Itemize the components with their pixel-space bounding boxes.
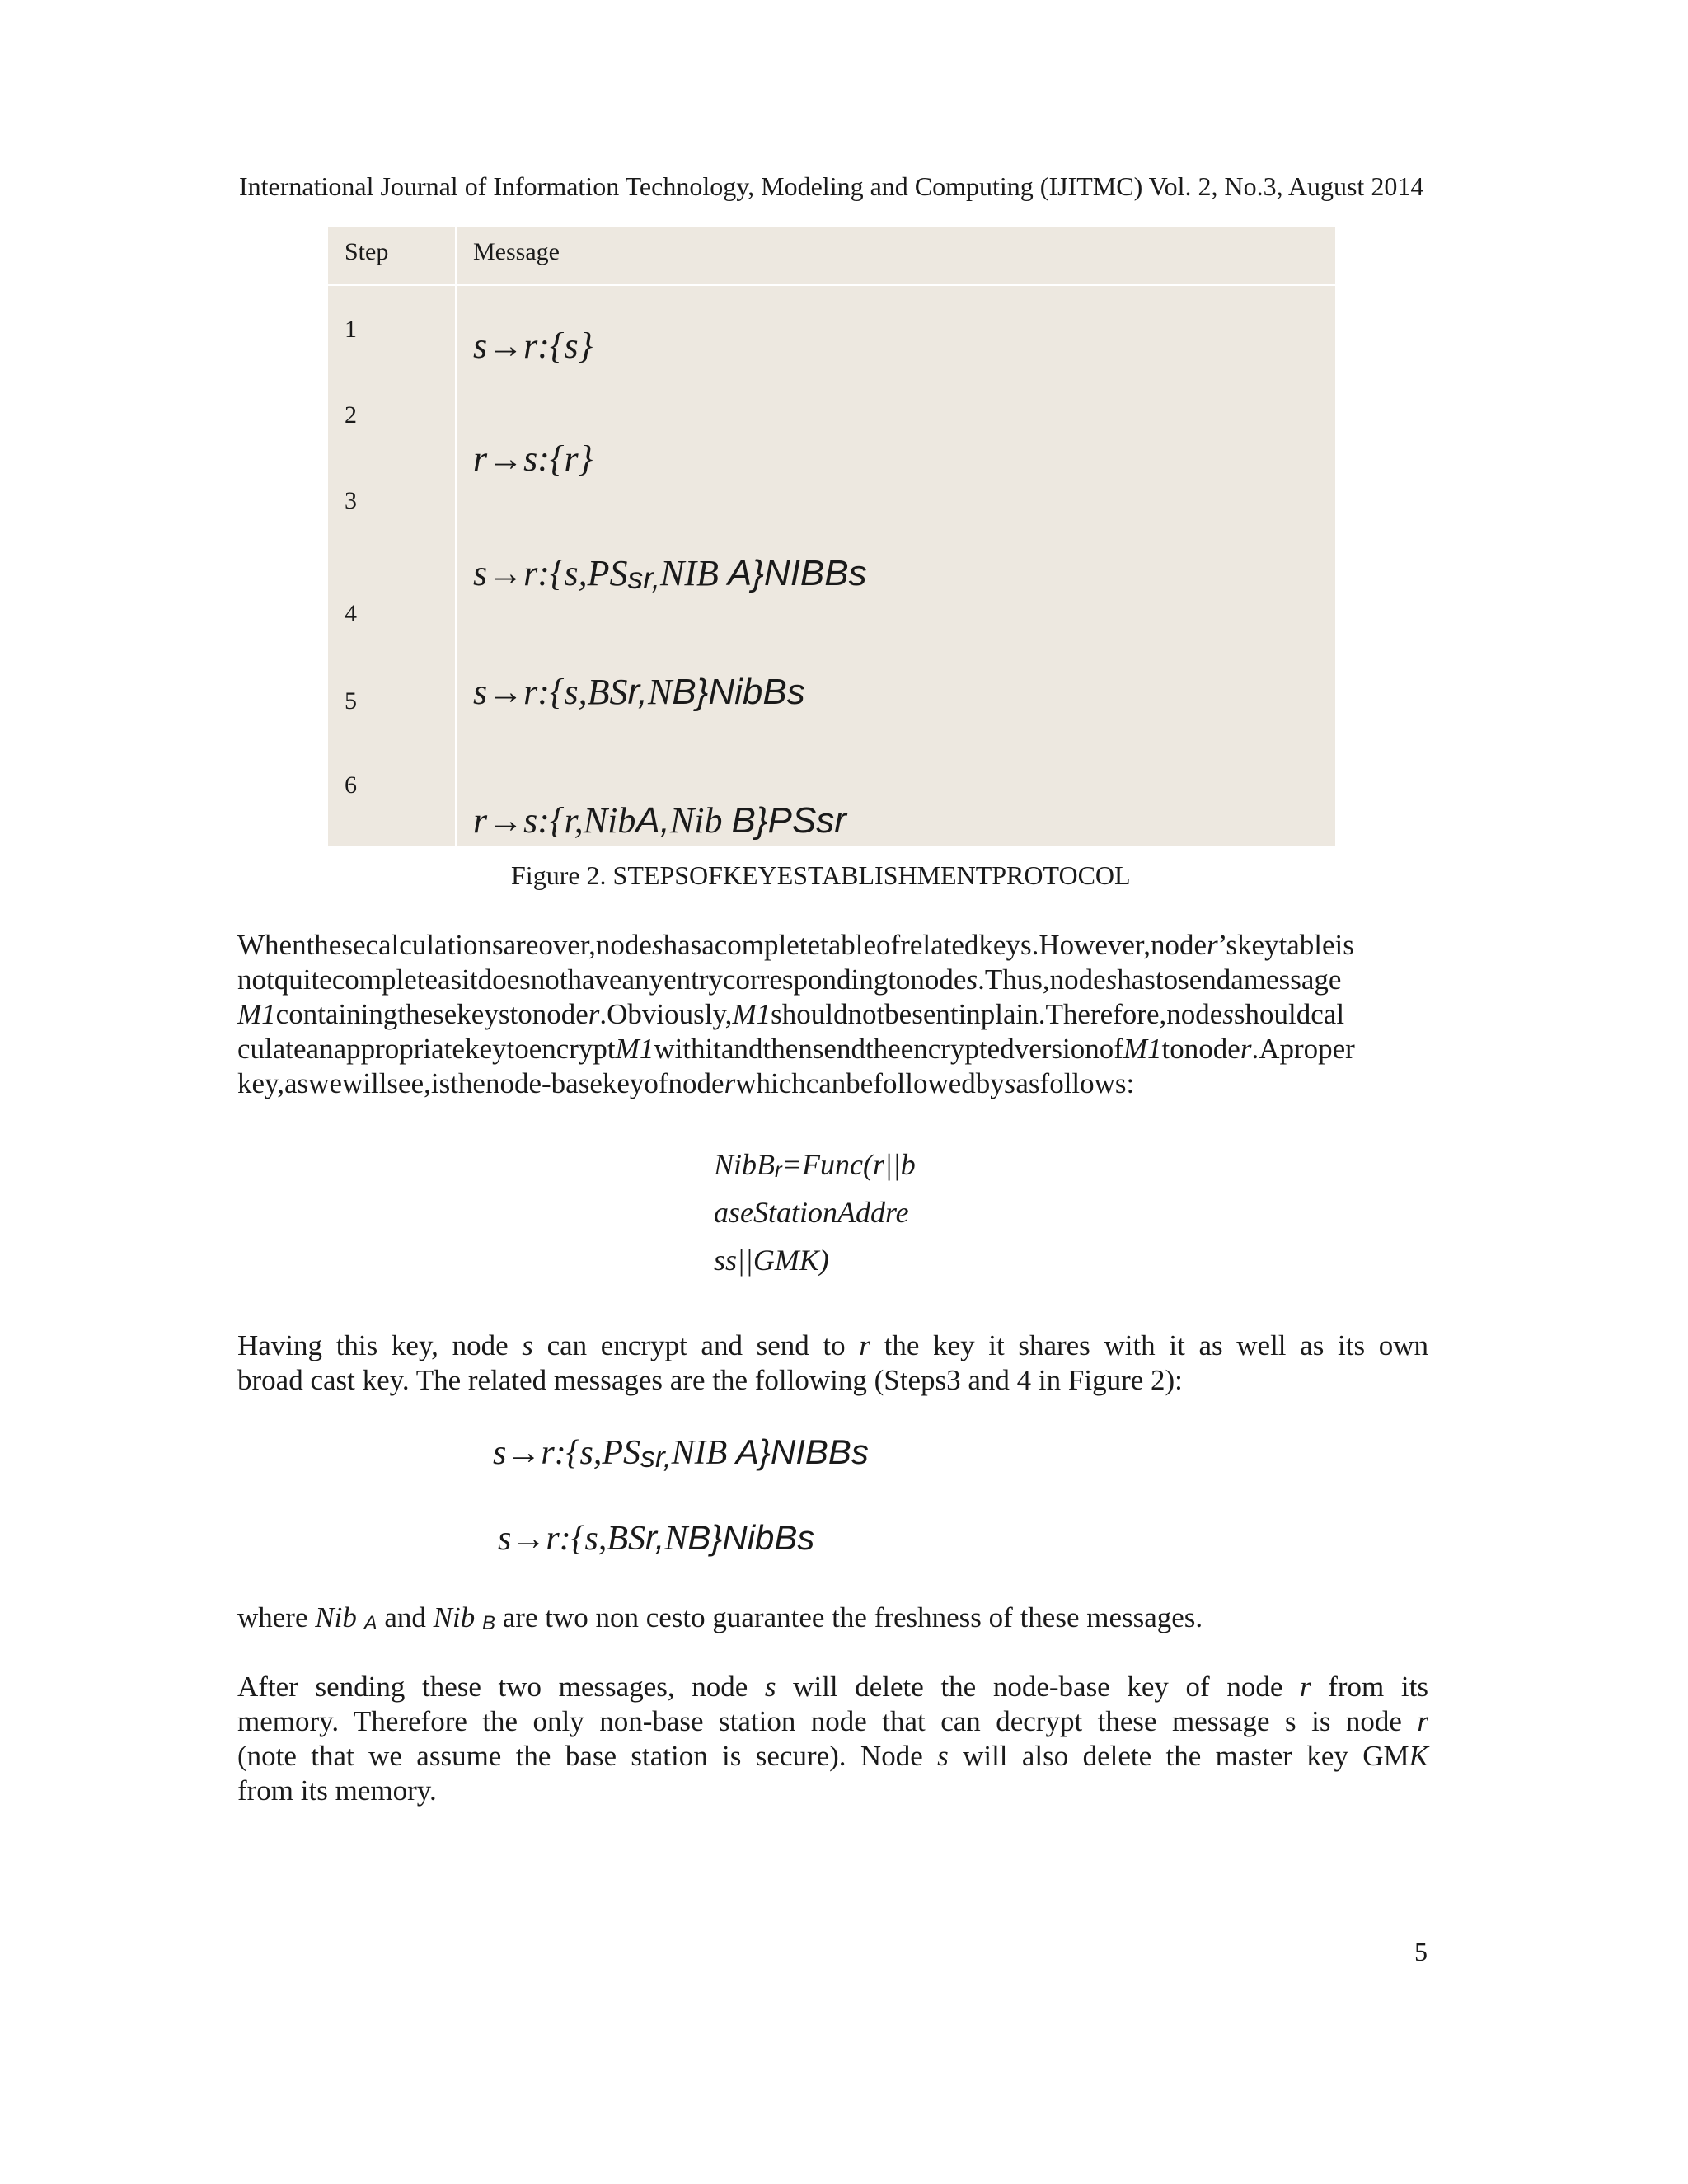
- column-header-step: Step: [345, 238, 389, 265]
- text-run: s: [651, 929, 663, 961]
- message-part: B}NibBs: [672, 672, 805, 712]
- text-run: r: [1299, 1671, 1311, 1703]
- running-header: International Journal of Information Technology, Modeling and Computing (IJITMC) Vol. 2, No.3, August 2014: [239, 171, 1424, 201]
- equation-part: s→r:{s,PS: [493, 1434, 640, 1472]
- protocol-steps-table: [328, 227, 1335, 846]
- text-run: from its: [1311, 1671, 1428, 1703]
- text-run: r: [1206, 929, 1218, 961]
- text-line: [237, 1704, 1428, 1739]
- text-run: M1: [1123, 1033, 1162, 1065]
- text-run: M1: [732, 998, 771, 1030]
- step-message: [473, 671, 805, 713]
- text-run: M1: [237, 998, 276, 1030]
- text-run: containingthesekeystonode: [275, 998, 588, 1030]
- text-run: Whenthesecalculationsareover,node: [237, 929, 652, 961]
- equation-subscript: sr,: [640, 1441, 672, 1474]
- text-run: can encrypt and send to: [532, 1329, 860, 1361]
- text-run: Nib: [433, 1601, 482, 1633]
- text-line: [237, 963, 1428, 997]
- text-run: withitandthensendtheencryptedversionof: [654, 1033, 1123, 1065]
- step-number: 3: [345, 487, 357, 514]
- header-divider: [328, 284, 1335, 286]
- text-run: Having this key, node: [237, 1329, 523, 1361]
- message-part: Nib: [669, 800, 732, 841]
- equation-line: [714, 1147, 916, 1182]
- message-equation: [498, 1518, 814, 1558]
- text-run: r: [859, 1329, 870, 1361]
- step-message: r→s:{r}: [473, 438, 593, 479]
- paragraph-1: [237, 928, 1428, 1101]
- text-run: M1: [615, 1033, 654, 1065]
- text-run: s: [764, 1671, 776, 1703]
- text-subscript: B: [481, 1611, 495, 1634]
- text-run: s: [966, 963, 978, 996]
- equation-part: NibB: [714, 1148, 776, 1181]
- message-subscript: A,: [635, 800, 670, 841]
- text-run: and: [377, 1601, 434, 1633]
- message-subscript: sr,: [627, 560, 660, 596]
- text-subscript: A: [363, 1611, 377, 1634]
- text-run: r: [588, 998, 600, 1030]
- step-number: 2: [345, 401, 357, 429]
- step-number: 6: [345, 771, 357, 799]
- text-run: key,aswewillsee,isthenode-basekeyofnode: [237, 1067, 724, 1099]
- equation-part: A}NIBBs: [735, 1432, 869, 1471]
- step-number: 5: [345, 687, 357, 715]
- message-part: N: [647, 672, 673, 712]
- step-message: s→r:{s}: [473, 326, 593, 366]
- text-run: s: [522, 1329, 533, 1361]
- text-run: whichcanbefollowedby: [735, 1067, 1005, 1099]
- text-run: will also delete the master key GM: [948, 1740, 1409, 1772]
- text-run: Nib: [315, 1601, 364, 1633]
- figure-caption: Figure 2. STEPSOFKEYESTABLISHMENTPROTOCOL: [511, 860, 1131, 890]
- equation-part: N: [664, 1520, 688, 1558]
- equation-part: NIB: [671, 1434, 736, 1472]
- text-run: r: [724, 1067, 736, 1099]
- text-run: s: [1222, 998, 1234, 1030]
- column-header-message: Message: [473, 238, 560, 265]
- page-number: 5: [1414, 1937, 1428, 1966]
- equation-line: aseStationAddre: [714, 1196, 909, 1229]
- message-part: s→r:{s,PS: [473, 553, 628, 593]
- equation-part: s→r:{s,BS: [498, 1520, 645, 1558]
- message-subscript: r,: [627, 672, 648, 712]
- equation-subscript: r: [775, 1157, 782, 1183]
- equation-line: ss||GMK): [714, 1244, 829, 1277]
- text-run: are two non cesto guarantee the freshness of these messages.: [495, 1601, 1203, 1633]
- text-run: K: [1409, 1740, 1428, 1772]
- text-line: [237, 1066, 1428, 1101]
- text-run: s: [1105, 963, 1118, 996]
- equation-part: =Func(r||b: [781, 1148, 916, 1181]
- paragraph-2: [237, 1329, 1428, 1398]
- text-line: [237, 997, 1428, 1032]
- text-run: will delete the node-base key of node: [776, 1671, 1300, 1703]
- text-line: [237, 928, 1428, 963]
- text-run: .Obviously,: [599, 998, 733, 1030]
- text-run: r: [1240, 1033, 1252, 1065]
- text-run: memory. Therefore the only non-base station node that can decrypt these message s is node: [237, 1705, 1418, 1737]
- paragraph-3: [237, 1601, 1428, 1635]
- text-run: the key it shares with it as well as its own: [870, 1329, 1429, 1361]
- paragraph-4: [237, 1670, 1428, 1808]
- text-run: where: [237, 1601, 316, 1633]
- text-run: hasacompletetableofrelatedkeys.However,node: [663, 929, 1207, 961]
- text-line: broad cast key. The related messages are the following (Steps3 and 4 in Figure 2):: [237, 1364, 1183, 1396]
- message-part: NIB: [659, 553, 728, 593]
- text-line: [237, 1601, 1428, 1635]
- text-line: from its memory.: [237, 1774, 437, 1807]
- text-run: asfollows:: [1015, 1067, 1135, 1099]
- text-run: s: [937, 1740, 949, 1772]
- text-line: [237, 1739, 1428, 1774]
- text-run: shouldnotbesentinplain.Therefore,node: [771, 998, 1223, 1030]
- text-run: r: [1417, 1705, 1428, 1737]
- message-part: s→r:{s,BS: [473, 672, 628, 712]
- text-run: s: [1004, 1067, 1016, 1099]
- step-number: 4: [345, 600, 357, 627]
- text-run: ’skeytableis: [1217, 929, 1354, 961]
- message-part: r→s:{r,Nib: [473, 800, 636, 841]
- text-line: [237, 1670, 1428, 1704]
- message-part: A}NIBBs: [727, 553, 867, 593]
- equation-subscript: r,: [645, 1518, 665, 1557]
- text-run: shouldcal: [1233, 998, 1345, 1030]
- text-line: [237, 1032, 1428, 1066]
- text-run: After sending these two messages, node: [237, 1671, 765, 1703]
- text-run: hastosendamessage: [1117, 963, 1342, 996]
- column-divider: [455, 227, 457, 846]
- text-run: tonode: [1161, 1033, 1240, 1065]
- step-message: [473, 552, 867, 594]
- step-message: [473, 799, 846, 841]
- step-number: 1: [345, 316, 357, 343]
- text-run: .Aproper: [1251, 1033, 1355, 1065]
- text-run: .Thus,node: [978, 963, 1106, 996]
- text-run: notquitecompleteasitdoesnothaveanyentrycorrespondingtonode: [237, 963, 967, 996]
- text-run: culateanappropriatekeytoencrypt: [237, 1033, 616, 1065]
- message-part: B}PSsr: [731, 800, 846, 841]
- text-line: [237, 1329, 1428, 1363]
- equation-part: B}NibBs: [687, 1518, 815, 1557]
- text-run: (note that we assume the base station is secure). Node: [237, 1740, 938, 1772]
- message-equation: [493, 1432, 869, 1473]
